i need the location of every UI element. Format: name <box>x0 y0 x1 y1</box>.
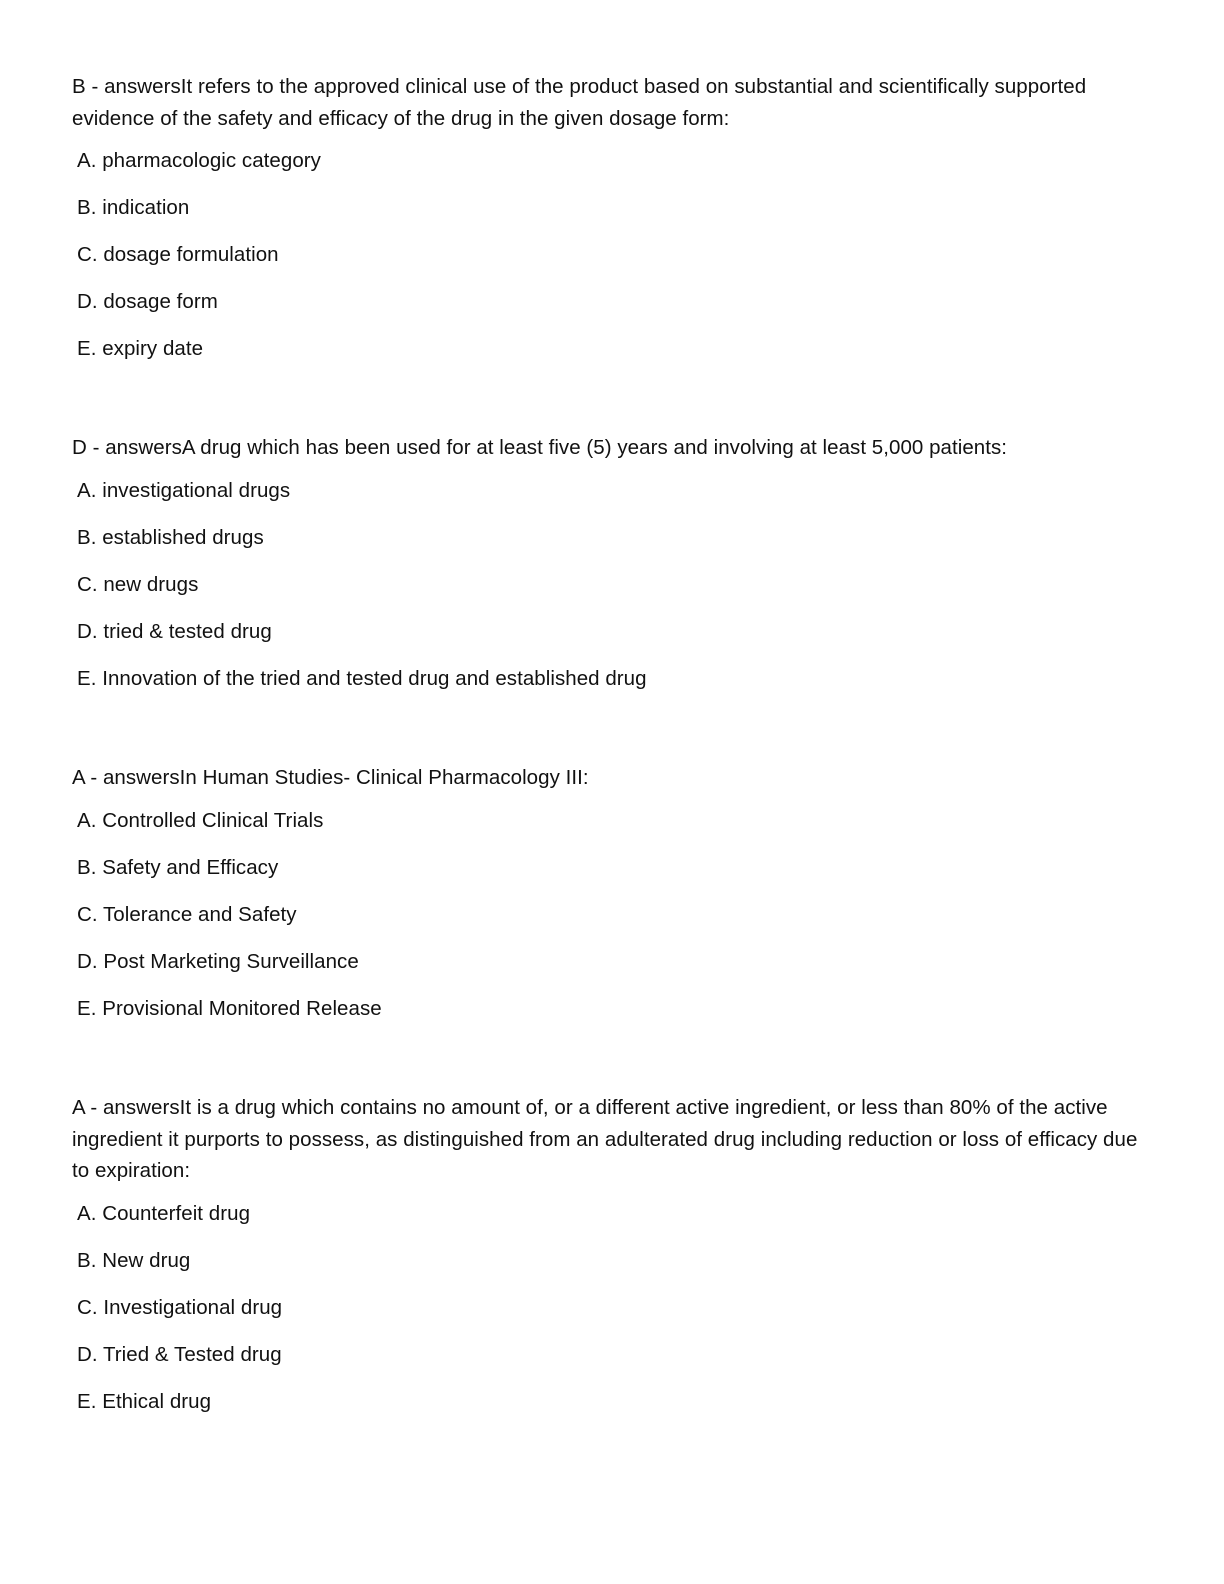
answer-option: C. dosage formulation <box>77 243 279 266</box>
answer-option: E. expiry date <box>77 337 204 360</box>
answer-option: D. tried & tested drug <box>77 619 272 643</box>
question-text: A - answersIt is a drug which contains no amount of, or a different active ingredient, or less than 80% of the active ingredient it purports to possess, as distinguished from an adulterated drug including reduction or loss of efficacy due to expiration: <box>72 1096 1138 1182</box>
answer-option: E. Innovation of the tried and tested drug and established drug <box>77 666 647 690</box>
answer-option: B. Safety and Efficacy <box>77 855 279 879</box>
answer-option: D. Tried & Tested drug <box>77 1342 282 1366</box>
answer-option: C. Tolerance and Safety <box>77 902 297 926</box>
answer-option: A. Counterfeit drug <box>77 1201 251 1225</box>
question-block <box>72 432 1152 713</box>
answer-option: A. Controlled Clinical Trials <box>77 808 324 832</box>
answer-option: D. Post Marketing Surveillance <box>77 949 359 973</box>
answer-option: B. New drug <box>77 1248 191 1272</box>
question-block <box>72 762 1152 1043</box>
question-block <box>72 1092 1152 1436</box>
answer-option: C. new drugs <box>77 572 199 596</box>
answer-option: A. investigational drugs <box>77 478 291 502</box>
answer-option: B. established drugs <box>77 525 264 549</box>
question-text: A - answersIn Human Studies- Clinical Pharmacology III: <box>72 766 589 789</box>
answer-option: A. pharmacologic category <box>77 149 321 172</box>
question-block <box>72 71 1152 383</box>
question-text: B - answersIt refers to the approved clinical use of the product based on substantial and scientifically supported evidence of the safety and efficacy of the drug in the given dosage form: <box>72 75 1087 130</box>
answer-option: D. dosage form <box>77 290 218 313</box>
answer-option: E. Ethical drug <box>77 1389 212 1413</box>
answer-option: B. indication <box>77 196 190 219</box>
answer-option: C. Investigational drug <box>77 1295 283 1319</box>
question-text: D - answersA drug which has been used for at least five (5) years and involving at least 5,000 patients: <box>72 436 1008 459</box>
answer-option: E. Provisional Monitored Release <box>77 996 382 1020</box>
